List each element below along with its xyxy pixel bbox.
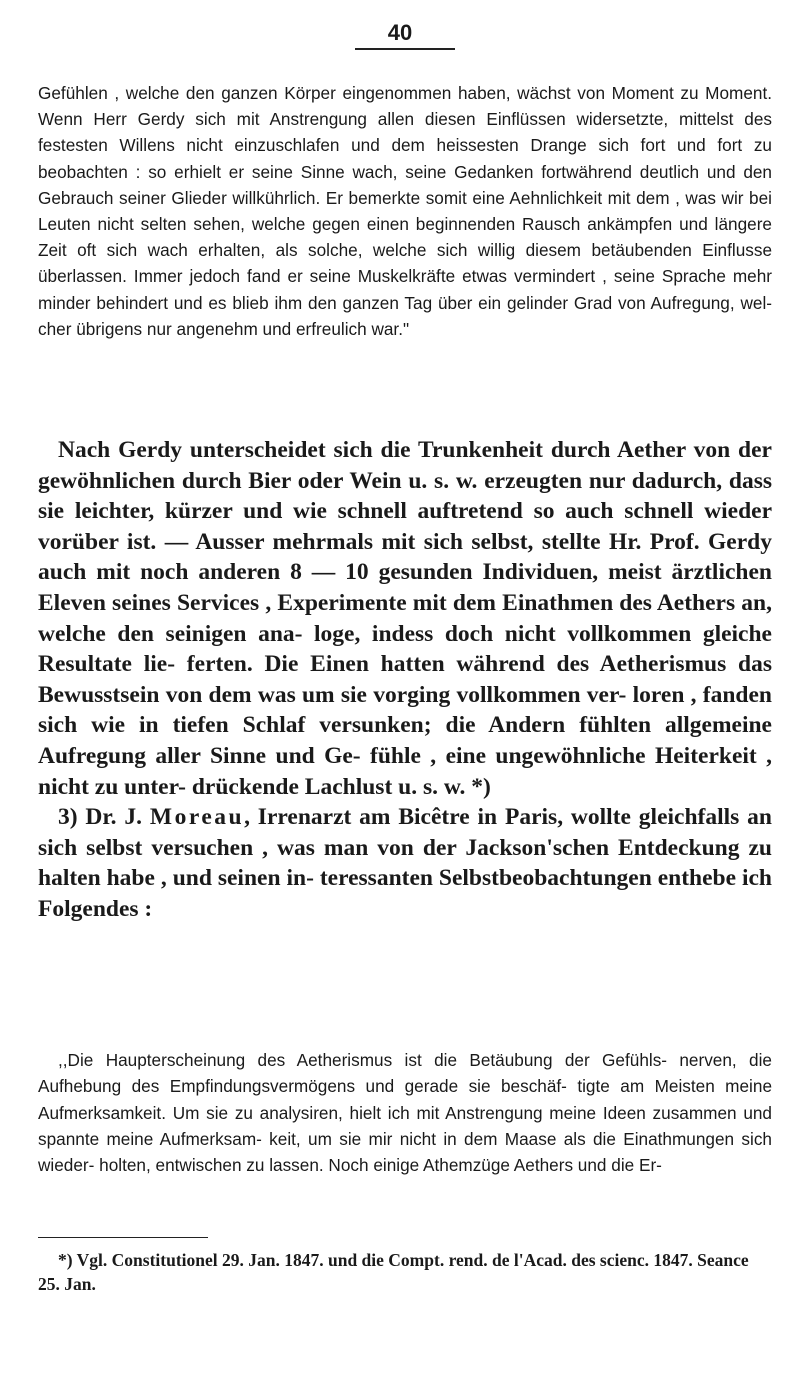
moreau-prefix: 3) Dr. J. (58, 804, 143, 831)
main-paragraph-gerdy: Nach Gerdy unterscheidet sich die Trunkenheit durch Aether von der gewöhnlichen durch Bier oder Wein u. s. w. erzeugten nur dadurch, dass sie leichter, kürzer und wie schnell auftretend so auch schnell wieder vorüber ist. — Ausser mehrmals mit sich selbst, stellte Hr. Prof. Gerdy auch mit noch anderen 8 — 10 gesunden Individuen, meist ärztlichen Eleven seines Services , Experimente mit dem Einathmen des Aethers an, welche den seinigen ana- loge, indess doch nicht vollkommen gleiche Resultate lie- ferten. Die Einen hatten während des Aetherismus das Bewusstsein von dem was um sie vorging vollkommen ver- loren , fanden sich wie in tiefen Schlaf versunken; die Andern fühlten allgemeine Aufregung aller Sinne und Ge- fühle , eine ungewöhnliche Heiterkeit , nicht zu unter- drückende Lachlust u. s. w. *) (38, 437, 772, 800)
footnote: *) Vgl. Constitutionel 29. Jan. 1847. und die Compt. rend. de l'Acad. des scienc. 1847. Seance 25. Jan. (38, 1250, 749, 1294)
footnote-rule (38, 1237, 208, 1238)
main-paragraph-moreau (38, 802, 772, 924)
moreau-rest: , Irrenarzt am Bicêtre in Paris, wollte gleichfalls an sich selbst versuchen , was man von der Jackson'schen Entdeckung zu halten habe , und seinen in- teressanten Selbstbeobachtungen enthebe ich Folgendes : (38, 804, 772, 922)
main-text-block (38, 435, 772, 925)
moreau-name: Moreau (149, 804, 245, 831)
quote-paragraph-moreau: ,,Die Haupterscheinung des Aetherismus ist die Betäubung der Gefühls- nerven, die Aufhebung des Empfindungsvermögens und gerade sie beschäf- tigte am Meisten meine Aufmerksamkeit. Um sie zu analysiren, hielt ich mit Anstrengung meine Ideen zusammen und spannte meine Aufmerksam- keit, um sie mir nicht in dem Maase als die Einathmungen sich wieder- holten, entwischen zu lassen. Noch einige Athemzüge Aethers und die Er- (38, 1050, 772, 1176)
page-number: 40 (387, 20, 413, 45)
header-rule (355, 48, 455, 50)
quote-paragraph-continuation: Gefühlen , welche den ganzen Körper eingenommen haben, wächst von Moment zu Moment. Wenn Herr Gerdy sich mit Anstrengung allen diesen Einflüssen widersetzte, mittelst des festesten Willens nicht einzuschlafen und dem heissesten Drange sich fort und fort zu beobachten : so erhielt er seine Sinne wach, seine Gedanken fortwährend deutlich und den Gebrauch seiner Glieder willkührlich. Er bemerkte somit eine Aehnlichkeit mit dem , was wir bei Leuten nicht selten sehen, welche gegen einen beginnenden Rausch ankämpfen und längere Zeit oft sich wach erhalten, als solche, welche sich willig diesem betäubenden Einflusse überlassen. Immer jedoch fand er seine Muskelkräfte etwas vermindert , seine Sprache mehr minder behindert und es blieb ihm den ganzen Tag über ein gelinder Grad von Aufregung, wel- cher übrigens nur angenehm und erfreulich war." (38, 83, 772, 339)
